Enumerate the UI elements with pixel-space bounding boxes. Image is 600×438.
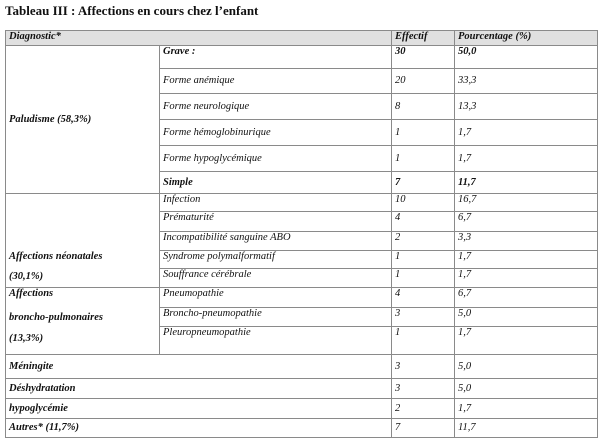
- row-label: Souffrance cérébrale: [160, 269, 392, 288]
- row-effectif: 7: [392, 419, 455, 438]
- row-effectif: 7: [392, 172, 455, 194]
- row-effectif: 1: [392, 146, 455, 172]
- row-pourcentage: 33,3: [455, 69, 598, 94]
- row-pourcentage: 11,7: [455, 419, 598, 438]
- group-label: broncho-pulmonaires: [9, 312, 103, 323]
- row-pourcentage: 1,7: [455, 327, 598, 355]
- row-pourcentage: 1,7: [455, 120, 598, 146]
- table-row: [6, 288, 598, 308]
- header-diagnostic: Diagnostic*: [6, 31, 392, 46]
- table-row: [6, 355, 598, 379]
- row-label: Pneumopathie: [160, 288, 392, 308]
- row-effectif: 4: [392, 288, 455, 308]
- row-pourcentage: 13,3: [455, 94, 598, 120]
- group-label: (13,3%): [9, 333, 44, 344]
- row-pourcentage: 5,0: [455, 308, 598, 327]
- row-label: Prématurité: [160, 212, 392, 232]
- row-effectif: 1: [392, 269, 455, 288]
- row-label: Simple: [160, 172, 392, 194]
- group-label: Affections néonatales: [9, 251, 103, 262]
- row-effectif: 2: [392, 232, 455, 251]
- table-title: Tableau III : Affections en cours chez l’enfant: [5, 3, 259, 18]
- row-label: Forme hypoglycémique: [160, 146, 392, 172]
- row-label: Syndrome polymalformatif: [160, 251, 392, 269]
- row-pourcentage: 1,7: [455, 269, 598, 288]
- row-effectif: 20: [392, 69, 455, 94]
- row-effectif: 10: [392, 194, 455, 212]
- row-pourcentage: 11,7: [455, 172, 598, 194]
- row-effectif: 3: [392, 308, 455, 327]
- row-pourcentage: 3,3: [455, 232, 598, 251]
- row-label: Pleuropneumopathie: [160, 327, 392, 355]
- row-effectif: 1: [392, 251, 455, 269]
- group-paludisme: [6, 46, 160, 194]
- row-label: Forme hémoglobinurique: [160, 120, 392, 146]
- row-effectif: 3: [392, 355, 455, 379]
- row-pourcentage: 5,0: [455, 379, 598, 399]
- table-row: [6, 379, 598, 399]
- row-label: Forme neurologique: [160, 94, 392, 120]
- row-pourcentage: 1,7: [455, 146, 598, 172]
- group-label: Affections: [9, 288, 54, 299]
- row-pourcentage: 50,0: [455, 46, 598, 69]
- row-label: Forme anémique: [160, 69, 392, 94]
- row-pourcentage: 16,7: [455, 194, 598, 212]
- row-label: Autres* (11,7%): [6, 419, 392, 438]
- row-pourcentage: 5,0: [455, 355, 598, 379]
- header-pourcentage: Pourcentage (%): [455, 31, 598, 46]
- row-effectif: 1: [392, 327, 455, 355]
- group-label: (30,1%): [9, 271, 44, 282]
- group-neonatales: [6, 194, 160, 288]
- group-label: Paludisme (58,3%): [9, 113, 92, 125]
- header-row: [6, 31, 598, 46]
- group-broncho: [6, 288, 160, 355]
- row-label: hypoglycémie: [6, 399, 392, 419]
- row-label: Grave :: [160, 46, 392, 69]
- row-pourcentage: 6,7: [455, 212, 598, 232]
- row-effectif: 1: [392, 120, 455, 146]
- row-effectif: 2: [392, 399, 455, 419]
- row-label: Infection: [160, 194, 392, 212]
- row-pourcentage: 6,7: [455, 288, 598, 308]
- row-label: Broncho-pneumopathie: [160, 308, 392, 327]
- row-effectif: 30: [392, 46, 455, 69]
- row-effectif: 3: [392, 379, 455, 399]
- row-label: Déshydratation: [6, 379, 392, 399]
- table-row: [6, 399, 598, 419]
- table-row: [6, 194, 598, 212]
- row-pourcentage: 1,7: [455, 399, 598, 419]
- row-effectif: 4: [392, 212, 455, 232]
- header-effectif: Effectif: [392, 31, 455, 46]
- table-row: [6, 419, 598, 438]
- row-label: Incompatibilité sanguine ABO: [160, 232, 392, 251]
- row-pourcentage: 1,7: [455, 251, 598, 269]
- affections-table: [5, 30, 598, 438]
- table-row: [6, 46, 598, 69]
- row-effectif: 8: [392, 94, 455, 120]
- row-label: Méningite: [6, 355, 392, 379]
